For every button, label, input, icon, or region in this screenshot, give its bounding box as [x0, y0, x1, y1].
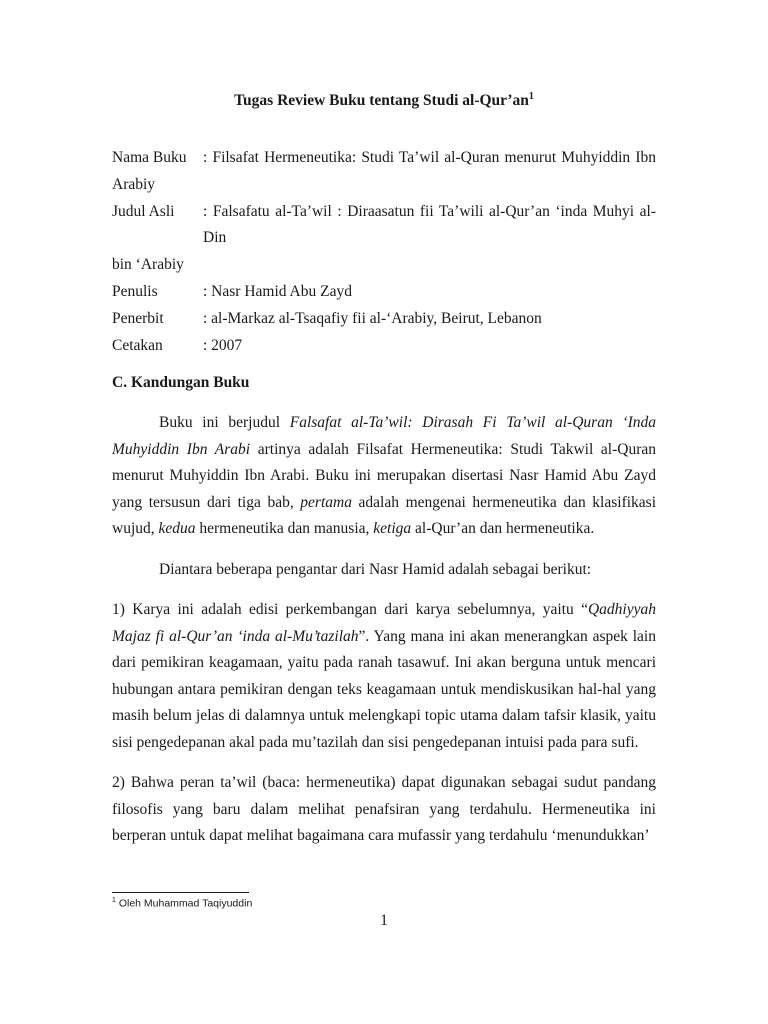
footnote — [112, 897, 252, 910]
p1-text-i: al-Qur’an dan hermeneutika. — [411, 520, 595, 538]
publisher-label: Penerbit — [112, 309, 164, 327]
original-title-value-cont: bin ‘Arabiy — [112, 256, 184, 274]
p1-text-c: artinya adalah Filsafat Hermeneutika: Studi Takwil al-Quran menurut Muhyiddin Ibn Arabi. Buku ini merupakan disertasi Nasr Hamid Abu Zayd yang tersusun dari tiga bab, — [112, 440, 657, 511]
section-heading: C. Kandungan Buku — [112, 374, 250, 391]
book-metadata — [112, 145, 656, 359]
footnote-text: Oleh Muhammad Taqiyuddin — [115, 897, 253, 910]
original-title-label: Judul Asli — [112, 202, 175, 220]
meta-row-book-name — [112, 145, 656, 172]
book-name-value-cont: Arabiy — [112, 175, 156, 193]
book-name-label: Nama Buku — [112, 149, 187, 166]
meta-row-original-title — [112, 199, 656, 253]
document-page — [112, 0, 656, 1024]
paragraph-point-2 — [112, 770, 656, 850]
page-number: 1 — [380, 912, 388, 929]
edition-label: Cetakan — [112, 336, 163, 354]
p2-text: Diantara beberapa pengantar dari Nasr Hamid adalah sebagai berikut: — [159, 561, 592, 578]
book-name-value: : Filsafat Hermeneutika: Studi Ta’wil al-Quran menurut Muhyiddin Ibn — [203, 149, 656, 166]
p1-kedua: kedua — [158, 520, 196, 538]
p3-text-c: ”. Yang mana ini akan menerangkan aspek lain dari pemikiran keagamaan, yaitu pada ranah tasawuf. Ini akan berguna untuk mencari hubungan antara pemikiran dengan teks keagamaan untuk mendiskusikan hal-hal yang masih belum jelas di dalamnya untuk melengkapi topic utama dalam tafsir klasik, yaitu sisi pengedepanan akal pada mu’tazilah dan sisi pengedepanan intuisi pada para sufi. — [112, 627, 656, 751]
footnote-separator — [112, 892, 249, 893]
document-title — [112, 91, 656, 110]
author-value: : Nasr Hamid Abu Zayd — [203, 282, 352, 300]
p3-text-a: 1) Karya ini adalah edisi perkembangan dari karya sebelumnya, yaitu “ — [112, 601, 588, 618]
author-label: Penulis — [112, 282, 158, 300]
p1-text-e: adalah mengenai hermeneutika dan klasifikasi wujud, — [112, 493, 657, 538]
title-text: Tugas Review Buku tentang Studi al-Qur’an — [234, 92, 529, 110]
p1-text-g: hermeneutika dan manusia, — [195, 520, 374, 538]
p1-pertama: pertama — [300, 493, 352, 511]
publisher-value: : al-Markaz al-Tsaqafiy fii al-‘Arabiy, Beirut, Lebanon — [203, 309, 542, 327]
paragraph-point-1 — [112, 597, 656, 757]
title-footnote-ref: 1 — [528, 91, 534, 102]
p1-ketiga: ketiga — [373, 520, 412, 538]
edition-value: : 2007 — [203, 336, 243, 354]
meta-row-edition — [112, 333, 656, 360]
meta-row-publisher — [112, 306, 656, 333]
paragraph-intro — [112, 557, 656, 584]
p3-work-title: Qadhiyyah Majaz fi al-Qur’an ‘inda al-Mu’tazilah — [112, 601, 656, 645]
paragraph-book-content — [112, 410, 656, 543]
footnote-number: 1 — [112, 897, 116, 904]
p1-book-title: Falsafat al-Ta’wil: Dirasah Fi Ta’wil al-Quran ‘Inda Muhyiddin Ibn Arabi — [112, 414, 656, 458]
p1-text-a: Buku ini berjudul — [159, 414, 290, 431]
original-title-value: : Falsafatu al-Ta’wil : Diraasatun fii Ta’wili al-Qur’an ‘inda Muhyi al-Din — [203, 202, 656, 247]
p4-text: 2) Bahwa peran ta’wil (baca: hermeneutika) dapat digunakan sebagai sudut pandang filosofis yang baru dalam melihat penafsiran yang terdahulu. Hermeneutika ini berperan untuk dapat melihat bagaimana cara mufassir yang terdahulu ‘menundukkan’ — [112, 774, 656, 845]
meta-row-author — [112, 279, 656, 306]
